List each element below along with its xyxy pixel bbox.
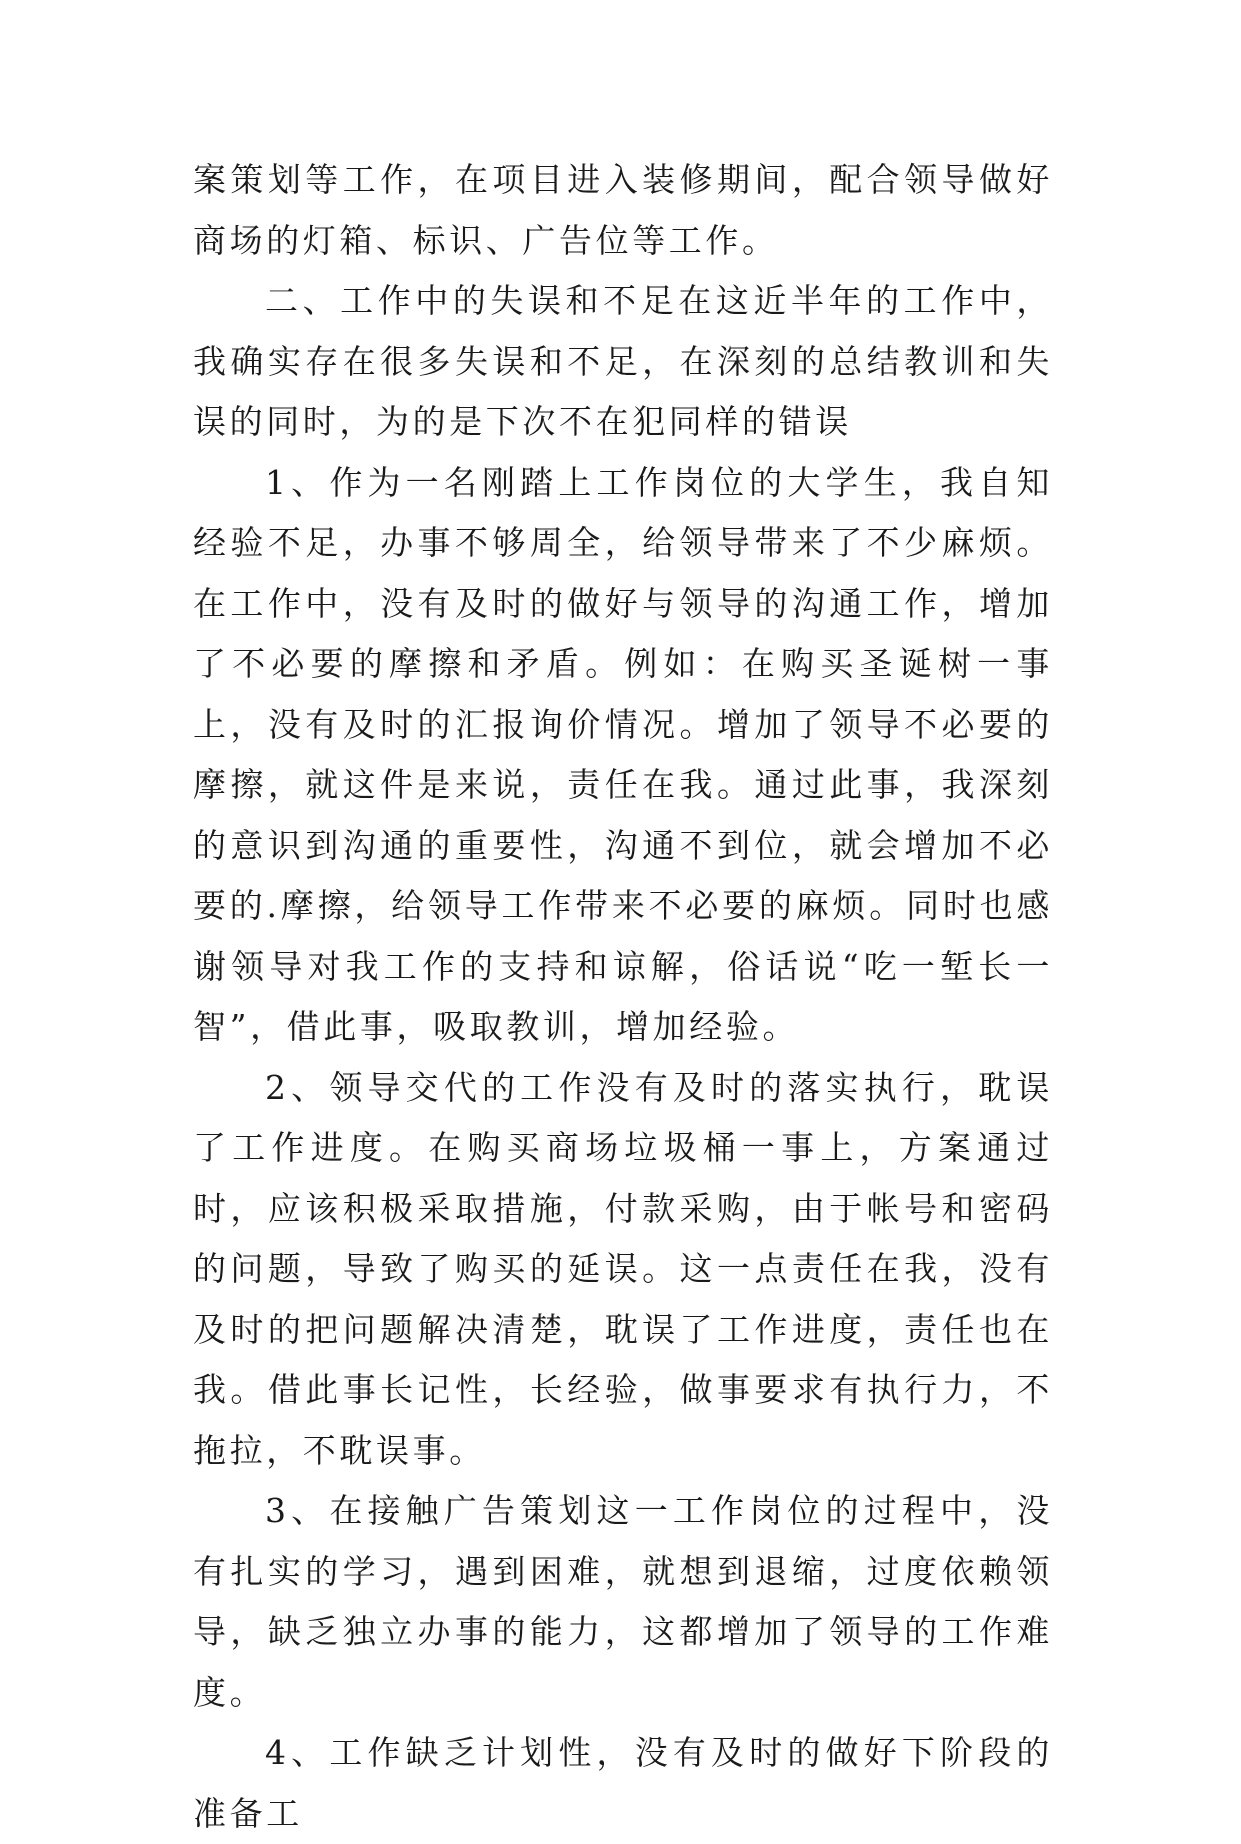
paragraph-item-4: 4、工作缺乏计划性，没有及时的做好下阶段的准备工 — [193, 1733, 1053, 1833]
paragraph-item-2: 2、领导交代的工作没有及时的落实执行，耽误了工作进度。在购买商场垃圾桶一事上，方案通过时，应该积极采取措施，付款采购，由于帐号和密码的问题，导致了购买的延误。这一点责任在我，没有及时的把问题解决清楚，耽误了工作进度，责任也在我。借此事长记性，长经验，做事要求有执行力，不拖拉，不耽误事。 — [193, 1067, 1053, 1470]
paragraph-continuation: 案策划等工作，在项目进入装修期间，配合领导做好商场的灯箱、标识、广告位等工作。 — [193, 160, 1053, 260]
document-body — [193, 150, 1053, 1844]
paragraph-item-3: 3、在接触广告策划这一工作岗位的过程中，没有扎实的学习，遇到困难，就想到退缩，过度依赖领导，缺乏独立办事的能力，这都增加了领导的工作难度。 — [193, 1491, 1053, 1712]
paragraph-item-1: 1、作为一名刚踏上工作岗位的大学生，我自知经验不足，办事不够周全，给领导带来了不少麻烦。在工作中，没有及时的做好与领导的沟通工作，增加了不必要的摩擦和矛盾。例如：在购买圣诞树一事上，没有及时的汇报询价情况。增加了领导不必要的摩擦，就这件是来说，责任在我。通过此事，我深刻的意识到沟通的重要性，沟通不到位，就会增加不必要的.摩擦，给领导工作带来不必要的麻烦。同时也感谢领导对我工作的支持和谅解，俗话说“吃一堑长一智”，借此事，吸取教训，增加经验。 — [193, 462, 1053, 1046]
paragraph-section-heading: 二、工作中的失误和不足在这近半年的工作中，我确实存在很多失误和不足，在深刻的总结教训和失误的同时，为的是下次不在犯同样的错误 — [193, 281, 1053, 441]
